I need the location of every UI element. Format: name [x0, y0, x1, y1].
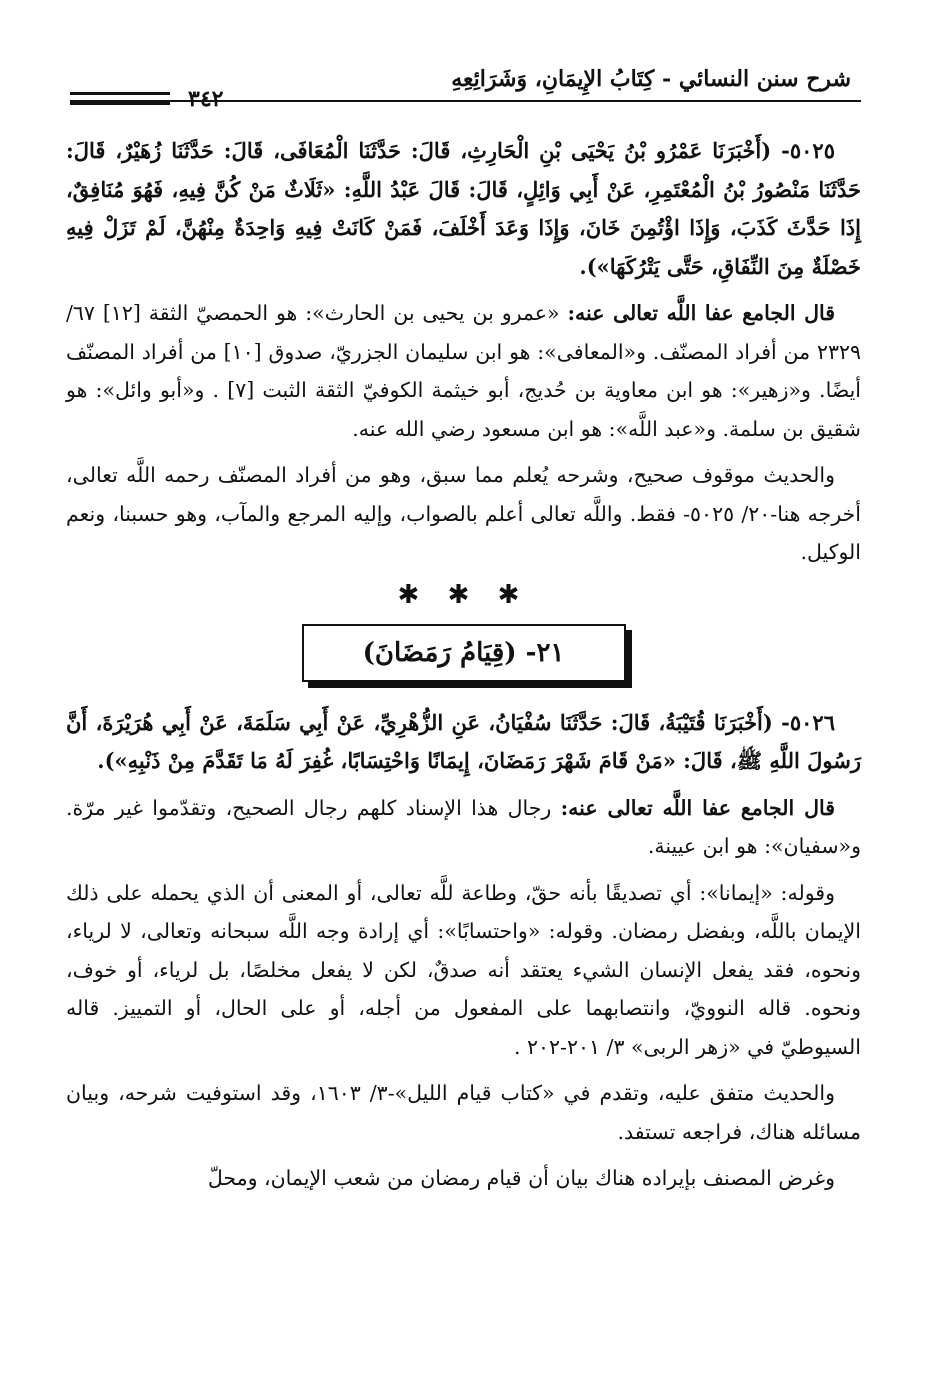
- section-separator: ✱ ✱ ✱: [397, 579, 530, 610]
- commentary-5026: [66, 789, 861, 866]
- commentary-5025: [66, 294, 861, 448]
- purpose-paragraph: وغرض المصنف بإيراده هناك بيان أن قيام رمضان من شعب الإيمان، ومحلّ: [207, 1166, 835, 1190]
- header-double-rule-lower: [70, 102, 170, 105]
- agreement-paragraph: والحديث متفق عليه، وتقدم في «كتاب قيام الليل»-٣/ ١٦٠٣، وقد استوفيت شرحه، وبيان مسائله هناك، فراجعه تستفد.: [66, 1081, 861, 1144]
- explanation-paragraph: وقوله: «إيمانا»: أي تصديقًا بأنه حقّ، وطاعة للَّه تعالى، أو المعنى أن الذي يحمله على ذلك الإيمان باللَّه، وبفضل رمضان. وقوله: «واحتسابًا»: أي إرادة وجه اللَّه سبحانه وتعالى، لا لرياء، ونحوه، فقد يفعل الإنسان الشيء يعتقد أنه صدقٌ، لكن لا يفعل مخلصًا، بل لرياء، أو خوف، ونحوه. قاله النوويّ، وانتصابهما على المفعول من أجله، أو على الحال، أو التمييز. قاله السيوطيّ في «زهر الربى» ٣/ ٢٠١-٢٠٢ .: [66, 880, 861, 1059]
- page-number: ٣٤٢: [188, 86, 224, 112]
- commentary-lead: قال الجامع عفا اللَّه تعالى عنه:: [567, 301, 836, 325]
- page-body: [66, 132, 861, 1206]
- hadith-5026: ٥٠٢٦- (أَخْبَرَنَا قُتَيْبَةُ، قَالَ: حَدَّثَنَا سُفْيَانُ، عَنِ الزُّهْرِيِّ، عَنْ أَبِي سَلَمَةَ، عَنْ أَبِي هُرَيْرَةَ، أَنَّ رَسُولَ اللَّهِ ﷺ، قَالَ: «مَنْ قَامَ شَهْرَ رَمَضَانَ، إِيمَانًا وَاحْتِسَابًا، غُفِرَ لَهُ مَا تَقَدَّمَ مِنْ ذَنْبِهِ»).: [66, 709, 861, 773]
- chapter-heading-wrap: [66, 624, 861, 682]
- commentary-text: «عمرو بن يحيى بن الحارث»: هو الحمصيّ الثقة [١٢] ٦٧/ ٢٣٢٩ من أفراد المصنّف. و«المعافى»: هو ابن سليمان الجزريّ، صدوق [١٠] من أفراد المصنّف أيضًا. و«زهير»: هو ابن معاوية بن حُديج، أبو خيثمة الكوفيّ الثقة الثبت [٧] . و«أبو وائل»: هو شقيق بن سلمة. و«عبد اللَّه»: هو ابن مسعود رضي الله عنه.: [66, 301, 861, 441]
- commentary-lead: قال الجامع عفا اللَّه تعالى عنه:: [560, 795, 836, 820]
- chapter-heading: ٢١- (قِيَامُ رَمَضَانَ): [302, 624, 626, 682]
- conclusion-5025: والحديث موقوف صحيح، وشرحه يُعلم مما سبق، وهو من أفراد المصنّف رحمه اللَّه تعالى، أخرجه هنا-٢٠/ ٥٠٢٥- فقط. واللَّه تعالى أعلم بالصواب، وإليه المرجع والمآب، وهو حسبنا، ونعم الوكيل.: [66, 463, 861, 564]
- header-double-rule-upper: [70, 92, 170, 95]
- page-header: [70, 62, 861, 112]
- running-title: شرح سنن النسائي - كِتَابُ الإِيمَانِ، وَشَرَائِعِهِ: [451, 66, 851, 92]
- hadith-5025: ٥٠٢٥- (أَخْبَرَنَا عَمْرُو بْنُ يَحْيَى بْنِ الْحَارِثِ، قَالَ: حَدَّثَنَا الْمُعَافَى، قَالَ: حَدَّثَنَا زُهَيْرٌ، قَالَ: حَدَّثَنَا مَنْصُورُ بْنُ الْمُعْتَمِرِ، عَنْ أَبِي وَائِلٍ، قَالَ: قَالَ عَبْدُ اللَّهِ: «ثَلَاثٌ مَنْ كُنَّ فِيهِ، فَهُوَ مُنَافِقٌ، إِذَا حَدَّثَ كَذَبَ، وَإِذَا اؤْتُمِنَ خَانَ، وَإِذَا وَعَدَ أَخْلَفَ، فَمَنْ كَانَتْ فِيهِ وَاحِدَةٌ مِنْهُنَّ، لَمْ تَزَلْ فِيهِ خَصْلَةٌ مِنَ النِّفَاقِ، حَتَّى يَتْرُكَهَا»).: [66, 138, 861, 279]
- commentary-text: رجال هذا الإسناد كلهم رجال الصحيح، وتقدّموا غير مرّة. و«سفيان»: هو ابن عيينة.: [66, 795, 861, 858]
